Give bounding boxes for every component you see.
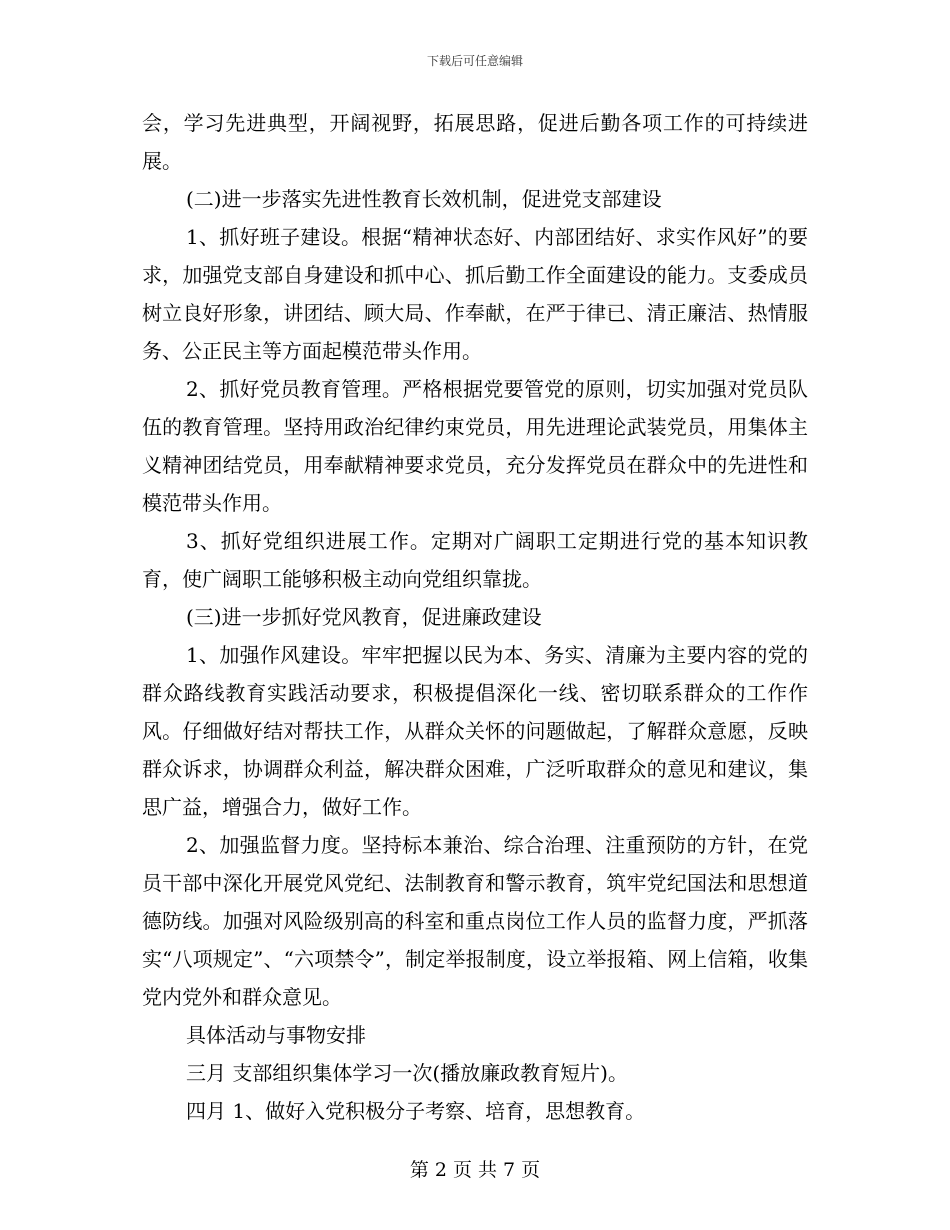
page-footer: 第 2 页 共 7 页 [409,1159,541,1181]
section-heading: (三)进一步抓好党风教育，促进廉政建设 [186,605,542,629]
section-heading: (二)进一步落实先进性教育长效机制，促进党支部建设 [186,187,662,211]
paragraph: 3、抓好党组织进展工作。定期对广阔职工定期进行党的基本知识教育，使广阔职工能够积极主动向党组织靠拢。 [142,529,808,591]
document-body [142,104,808,1130]
paragraph: 1、加强作风建设。牢牢把握以民为本、务实、清廉为主要内容的党的群众路线教育实践活动要求，积极提倡深化一线、密切联系群众的工作作风。仔细做好结对帮扶工作，从群众关怀的问题做起，了解群众意愿，反映群众诉求，协调群众利益，解决群众困难，广泛听取群众的意见和建议，集思广益，增强合力，做好工作。 [142,643,808,819]
page-header: 下载后可任意编辑 [426,54,523,68]
paragraph: 会，学习先进典型，开阔视野，拓展思路，促进后勤各项工作的可持续进展。 [142,111,808,173]
paragraph: 1、抓好班子建设。根据“精神状态好、内部团结好、求实作风好”的要求，加强党支部自身建设和抓中心、抓后勤工作全面建设的能力。支委成员树立良好形象，讲团结、顾大局、作奉献，在严于律已、清正廉洁、热情服务、公正民主等方面起模范带头作用。 [142,225,808,363]
paragraph: 2、加强监督力度。坚持标本兼治、综合治理、注重预防的方针，在党员干部中深化开展党风党纪、法制教育和警示教育，筑牢党纪国法和思想道德防线。加强对风险级别高的科室和重点岗位工作人员的监督力度，严抓落实“八项规定”、“六项禁令”，制定举报制度，设立举报箱、网上信箱，收集党内党外和群众意见。 [142,833,808,1009]
schedule-item: 四月 1、做好入党积极分子考察、培育，思想教育。 [186,1099,646,1123]
paragraph: 2、抓好党员教育管理。严格根据党要管党的原则，切实加强对党员队伍的教育管理。坚持用政治纪律约束党员，用先进理论武装党员，用集体主义精神团结党员，用奉献精神要求党员，充分发挥党员在群众中的先进性和模范带头作用。 [142,377,808,515]
schedule-item: 三月 支部组织集体学习一次(播放廉政教育短片)。 [186,1061,628,1085]
subheading: 具体活动与事物安排 [186,1023,366,1047]
